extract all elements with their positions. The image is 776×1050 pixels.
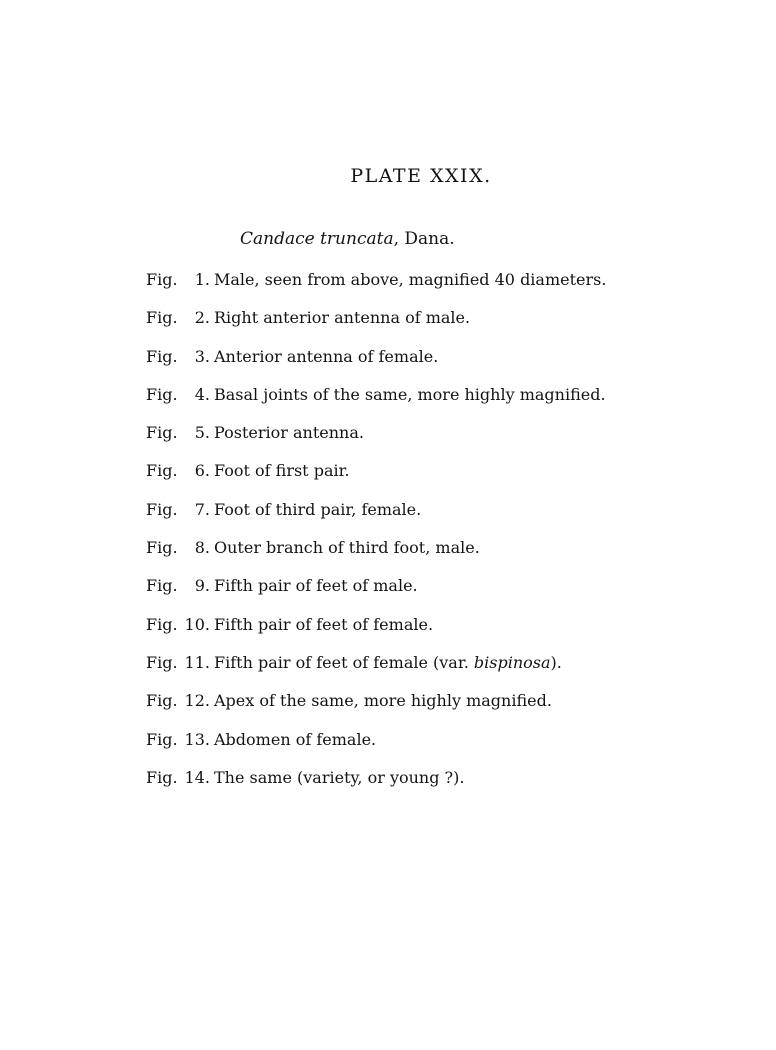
figure-number: 14.	[184, 767, 210, 787]
figure-number: 10.	[184, 614, 210, 634]
figure-number: 9.	[194, 576, 210, 596]
species-authority: , Dana.	[393, 229, 455, 249]
figure-description	[214, 270, 606, 289]
figure-number: 4.	[194, 384, 210, 404]
species-name: Candace truncata	[240, 229, 394, 249]
figure-label: Fig.	[146, 346, 178, 366]
figure-number: 12.	[184, 691, 210, 711]
figure-description-text: Fifth pair of feet of male.	[214, 576, 418, 596]
figure-number: 3.	[194, 346, 210, 366]
figure-description	[214, 308, 470, 327]
figure-entry	[146, 691, 746, 729]
figure-label: Fig.	[146, 270, 178, 289]
figure-description-text: Apex of the same, more highly magnified.	[214, 691, 552, 711]
figure-label: Fig.	[146, 576, 178, 596]
figure-entry	[146, 423, 746, 461]
figure-description-text: Abdomen of female.	[214, 729, 377, 749]
figure-number: 1.	[194, 270, 210, 289]
figure-description-text: Basal joints of the same, more highly magnified.	[214, 384, 606, 404]
figure-label: Fig.	[146, 538, 178, 558]
figure-entry	[146, 730, 746, 768]
figure-description-text: Posterior antenna.	[214, 423, 364, 443]
plate-title: PLATE XXIX.	[350, 165, 492, 187]
figure-label: Fig.	[146, 652, 178, 672]
figure-description-text: The same (variety, or young ?).	[214, 767, 465, 787]
figure-label: Fig.	[146, 499, 178, 519]
figure-description-suffix: ).	[550, 652, 562, 672]
figure-entry	[146, 615, 746, 653]
figure-number: 7.	[194, 499, 210, 519]
figure-entry	[146, 385, 746, 423]
figure-entry	[146, 538, 746, 576]
figure-description	[214, 385, 606, 404]
figure-description-text: Anterior antenna of female.	[214, 346, 439, 366]
figure-number: 8.	[194, 538, 210, 558]
figure-label: Fig.	[146, 614, 178, 634]
figure-description-text: Outer branch of third foot, male.	[214, 538, 480, 558]
figure-entry	[146, 270, 746, 308]
figure-number: 2.	[194, 308, 210, 328]
figure-description	[214, 691, 552, 710]
figure-description-text: Male, seen from above, magnified 40 diameters.	[214, 270, 607, 289]
figure-label: Fig.	[146, 729, 178, 749]
figure-number: 6.	[194, 461, 210, 481]
figure-description	[214, 347, 438, 366]
figure-number: 13.	[184, 729, 210, 749]
figure-description-text: Fifth pair of feet of female.	[214, 614, 434, 634]
figure-entry	[146, 768, 746, 806]
figure-label: Fig.	[146, 461, 178, 481]
figure-description-text: Fifth pair of feet of female (var.	[214, 652, 474, 672]
figure-entry	[146, 576, 746, 614]
figure-description-text: Right anterior antenna of male.	[214, 308, 471, 328]
figure-description	[214, 461, 350, 480]
figure-entry	[146, 653, 746, 691]
figure-description	[214, 615, 433, 634]
figure-description	[214, 576, 418, 595]
figure-entry	[146, 461, 746, 499]
figure-description-italic: bispinosa	[473, 652, 551, 672]
figure-label: Fig.	[146, 384, 178, 404]
figure-description	[214, 730, 376, 749]
figure-label: Fig.	[146, 691, 178, 711]
figure-label: Fig.	[146, 767, 178, 787]
figure-description-text: Foot of first pair.	[214, 461, 350, 481]
figure-description	[214, 768, 464, 787]
figure-number: 5.	[194, 423, 210, 443]
figure-description-text: Foot of third pair, female.	[214, 499, 422, 519]
figure-description	[214, 538, 480, 557]
figure-entry	[146, 500, 746, 538]
species-heading	[240, 229, 455, 249]
figure-list	[146, 270, 746, 806]
figure-description	[214, 423, 364, 442]
figure-label: Fig.	[146, 423, 178, 443]
figure-entry	[146, 347, 746, 385]
figure-description	[214, 653, 562, 672]
figure-entry	[146, 308, 746, 346]
figure-number: 11.	[184, 652, 210, 672]
figure-label: Fig.	[146, 308, 178, 328]
figure-description	[214, 500, 421, 519]
